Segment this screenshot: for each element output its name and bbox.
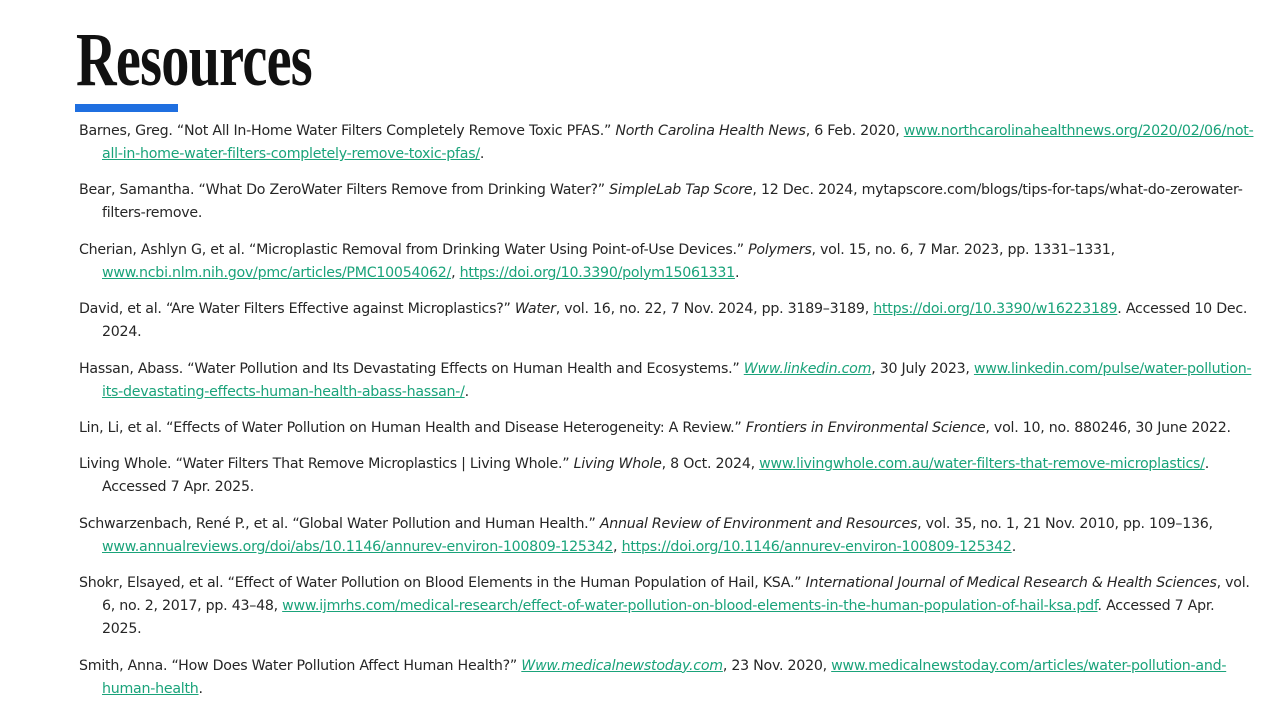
reference-link1[interactable]: www.annualreviews.org/doi/abs/10.1146/annurev-environ-100809-125342 [102, 538, 614, 555]
reference-between-text: , 30 July 2023, [871, 360, 974, 377]
reference-source-title: North Carolina Health News [615, 123, 806, 139]
reference-link1[interactable]: www.ijmrhs.com/medical-research/effect-of-water-pollution-on-blood-elements-in-the-human-population-of-hail-ksa.pdf [282, 598, 1098, 615]
page-title: Resources [76, 18, 312, 102]
reference-entry [79, 572, 1255, 641]
reference-entry [79, 179, 1255, 225]
reference-post-text: . [734, 264, 740, 281]
reference-pre-text: David, et al. “Are Water Filters Effective against Microplastics?” [79, 301, 515, 318]
reference-pre-text: Bear, Samantha. “What Do ZeroWater Filters Remove from Drinking Water?” [79, 182, 610, 199]
reference-source-title: Annual Review of Environment and Resources [599, 515, 918, 532]
reference-mid-text: , 6 Feb. 2020, [805, 123, 904, 139]
reference-mid-text: , 12 Dec. 2024, mytapscore.com/blogs/tips-for-taps/what-do-zerowater-filters-remove. [102, 182, 1243, 222]
reference-mid-text: , 8 Oct. 2024, [661, 456, 760, 473]
reference-mid-text: , vol. 6, no. 2, 2017, pp. 43–48, [102, 575, 1250, 615]
reference-source-title: Water [514, 301, 556, 318]
reference-post-text: . [1011, 538, 1016, 555]
reference-mid-text: , vol. 16, no. 22, 7 Nov. 2024, pp. 3189–3189, [555, 301, 874, 318]
reference-link1[interactable]: www.livingwhole.com.au/water-filters-that-remove-microplastics/ [759, 456, 1205, 473]
reference-link2[interactable]: www.medicalnewstoday.com/articles/water-pollution-and-human-health [102, 657, 1227, 697]
reference-link1[interactable]: https://doi.org/10.3390/w16223189 [873, 301, 1118, 318]
reference-source-title: Living Whole [573, 456, 662, 473]
reference-entry [79, 417, 1255, 440]
reference-link2[interactable]: https://doi.org/10.3390/polym15061331 [459, 264, 735, 281]
reference-pre-text: Lin, Li, et al. “Effects of Water Pollution on Human Health and Disease Heterogeneity: A Review.” [79, 419, 746, 436]
reference-post-text: . Accessed 7 Apr. 2025. [102, 456, 1209, 496]
reference-link1[interactable]: www.ncbi.nlm.nih.gov/pmc/articles/PMC10054062/ [102, 264, 452, 281]
reference-entry [79, 453, 1255, 499]
title-underline [75, 104, 178, 112]
reference-link2[interactable]: https://doi.org/10.1146/annurev-environ-100809-125342 [621, 538, 1012, 555]
reference-source-title: SimpleLab Tap Score [609, 182, 753, 199]
reference-between-text: , 23 Nov. 2020, [722, 657, 832, 674]
reference-mid-text: , vol. 10, no. 880246, 30 June 2022. [985, 419, 1231, 436]
reference-pre-text: Living Whole. “Water Filters That Remove Microplastics | Living Whole.” [79, 456, 574, 473]
reference-mid-text: , vol. 15, no. 6, 7 Mar. 2023, pp. 1331–1331, [811, 241, 1115, 258]
reference-post-text: . Accessed 7 Apr. 2025. [102, 598, 1215, 638]
reference-between-text: , [613, 538, 622, 555]
reference-entry [79, 298, 1255, 344]
reference-source-title: Polymers [748, 241, 812, 258]
reference-entry [79, 120, 1255, 166]
reference-pre-text: Shokr, Elsayed, et al. “Effect of Water Pollution on Blood Elements in the Human Population of Hail, KSA.” [79, 575, 806, 592]
reference-link1[interactable]: Www.medicalnewstoday.com [521, 657, 723, 674]
reference-link1[interactable]: Www.linkedin.com [743, 360, 872, 377]
reference-list [79, 120, 1255, 714]
reference-source-title: Frontiers in Environmental Science [745, 419, 986, 436]
reference-link1[interactable]: www.northcarolinahealthnews.org/2020/02/06/not-all-in-home-water-filters-completely-remove-toxic-pfas/ [102, 123, 1254, 162]
reference-link2[interactable]: www.linkedin.com/pulse/water-pollution-its-devastating-effects-human-health-abass-hassan-/ [102, 360, 1252, 400]
reference-pre-text: Schwarzenbach, René P., et al. “Global Water Pollution and Human Health.” [79, 515, 600, 532]
reference-between-text: , [451, 264, 460, 281]
reference-pre-text: Barnes, Greg. “Not All In-Home Water Filters Completely Remove Toxic PFAS.” [79, 123, 616, 139]
reference-entry [79, 239, 1255, 285]
reference-post-text: . [479, 146, 485, 162]
reference-entry [79, 513, 1255, 559]
reference-mid-text: , vol. 35, no. 1, 21 Nov. 2010, pp. 109–136, [917, 515, 1213, 532]
reference-post-text: . Accessed 10 Dec. 2024. [102, 301, 1248, 341]
reference-pre-text: Hassan, Abass. “Water Pollution and Its Devastating Effects on Human Health and Ecosystems.” [79, 360, 744, 377]
reference-pre-text: Smith, Anna. “How Does Water Pollution Affect Human Health?” [79, 657, 522, 674]
reference-pre-text: Cherian, Ashlyn G, et al. “Microplastic Removal from Drinking Water Using Point-of-Use Devices.” [79, 241, 749, 258]
reference-post-text: . [464, 383, 469, 400]
reference-post-text: . [198, 680, 203, 697]
reference-entry [79, 358, 1255, 404]
reference-entry [79, 655, 1255, 701]
reference-source-title: International Journal of Medical Research & Health Sciences [805, 575, 1217, 592]
